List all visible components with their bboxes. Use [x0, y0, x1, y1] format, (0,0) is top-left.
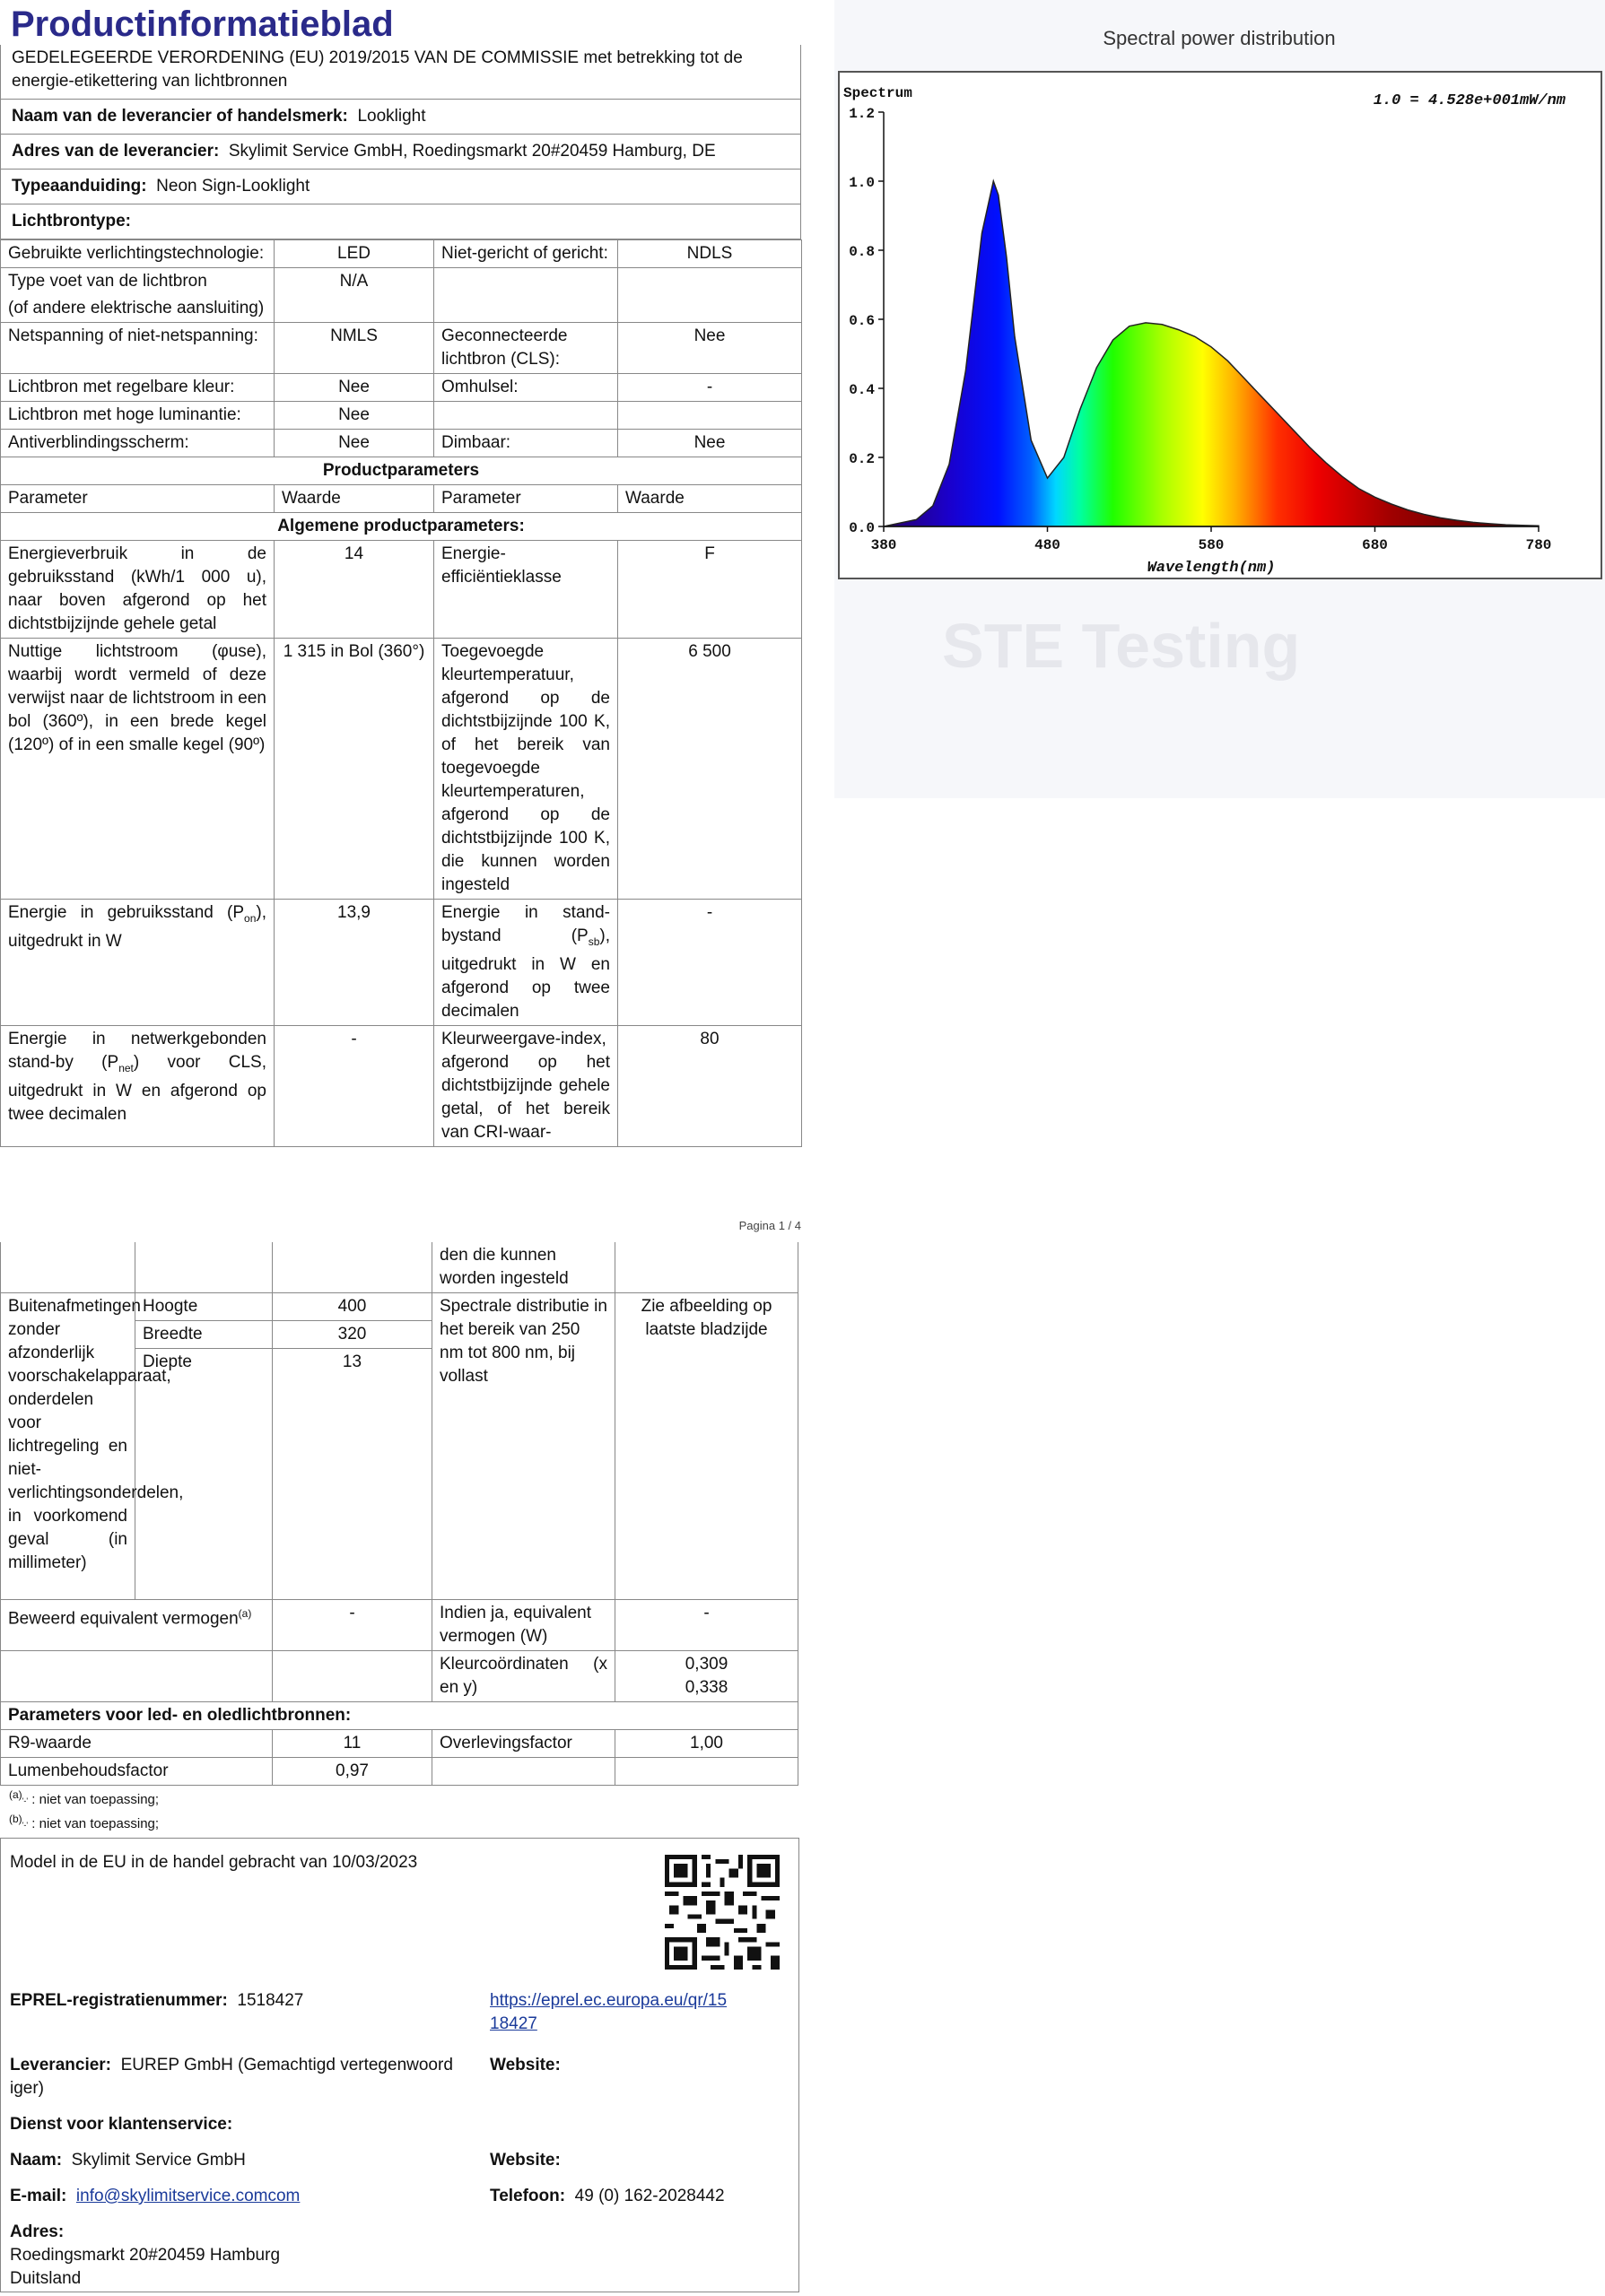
eprel-link-line2: 18427 — [490, 2014, 537, 2033]
value-cell — [615, 1651, 798, 1702]
footnote-symbol: '-' — [22, 1821, 29, 1830]
depth-value: 13 — [273, 1349, 432, 1600]
value-cell: NDLS — [618, 240, 802, 268]
dimensions-table — [0, 1242, 798, 1786]
subscript: net — [118, 1061, 134, 1074]
param-cell — [434, 268, 618, 323]
param-cell: Energieverbruik in de gebruiksstand (kWh/1 000 u), naar boven afgerond op het dichtstbijzijnde gehele getal — [1, 541, 275, 639]
table-row — [1, 402, 802, 430]
y-tick-label: 0.2 — [849, 451, 875, 467]
table-row — [1, 268, 802, 323]
phone-label: Telefoon: — [490, 2187, 566, 2205]
text: Energie in netwerkgebonden stand-by (P — [8, 1029, 266, 1072]
market-date: Model in de EU in de handel gebracht van 10/03/2023 — [10, 1853, 418, 1872]
value-cell: Nee — [275, 374, 434, 402]
page-number: Pagina 1 / 4 — [738, 1219, 801, 1232]
footnote — [0, 1786, 801, 1810]
watermark: STE Testing — [942, 611, 1301, 681]
footnote-text: : niet van toepassing; — [31, 1792, 160, 1807]
footnote-text: : niet van toepassing; — [31, 1816, 160, 1831]
table-row — [1, 240, 802, 268]
service-label: Dienst voor klantenservice: — [10, 2115, 233, 2134]
header-block — [0, 45, 801, 239]
supplier-row — [1, 99, 800, 134]
value-cell: - — [618, 900, 802, 1026]
param-cell: den die kunnen worden ingesteld — [432, 1242, 615, 1293]
table-row — [1, 1293, 798, 1321]
width-label: Breedte — [135, 1321, 273, 1349]
value-cell — [618, 268, 802, 323]
spectral-chart-panel — [834, 0, 1605, 798]
width-value: 320 — [273, 1321, 432, 1349]
text: ), uitgedrukt in W en afgerond op twee decimalen — [441, 926, 610, 1021]
subscript: on — [244, 911, 257, 925]
address-label: Adres van de leverancier: — [12, 142, 220, 161]
param-cell: Toegevoegde kleurtemperatuur, afgerond op de dichtstbijzijnde 100 K, of het bereik van toegevoegde kleurtemperaturen, afgerond op de dichtstbijzijnde 100 K, die kunnen worden ingesteld — [434, 639, 618, 900]
spectral-value: Zie afbeelding op laatste bladzijde — [615, 1293, 798, 1600]
eprel-link-line1: https://eprel.ec.europa.eu/qr/15 — [490, 1991, 728, 2010]
table-row — [1, 1242, 798, 1293]
x-tick-label: 480 — [1034, 537, 1060, 553]
value-cell — [618, 402, 802, 430]
value-cell: 14 — [275, 541, 434, 639]
page-1 — [0, 0, 801, 1147]
chart-title: Spectral power distribution — [1103, 27, 1336, 49]
param-cell: Gebruikte verlichtingstechnologie: — [1, 240, 275, 268]
section-header — [1, 1702, 798, 1730]
qr-code-icon — [665, 1855, 780, 1970]
param-text: Type voet van de lichtbron — [8, 272, 207, 291]
value-cell: 13,9 — [275, 900, 434, 1026]
model-label: Typeaanduiding: — [12, 177, 147, 196]
param-cell: Lumenbehoudsfactor — [1, 1758, 273, 1786]
y-tick-label: 1.0 — [849, 175, 875, 191]
col-header-value: Waarde — [275, 485, 434, 513]
param-cell: R9-waarde — [1, 1730, 273, 1758]
param-text-sub: (of andere elektrische aansluiting) — [8, 299, 265, 317]
x-tick-label: 380 — [870, 537, 897, 553]
distributor-value-cont: iger) — [10, 2079, 45, 2098]
chroma-x: 0,309 — [685, 1655, 728, 1674]
param-cell: Niet-gericht of gericht: — [434, 240, 618, 268]
phone-row — [490, 2185, 725, 2208]
y-tick-label: 1.2 — [849, 106, 875, 122]
param-cell — [1, 1025, 275, 1146]
distributor-row — [10, 2054, 467, 2100]
value-cell: - — [618, 374, 802, 402]
table-row — [1, 430, 802, 457]
table-row — [1, 1758, 798, 1786]
footnote-mark: (b) — [9, 1813, 22, 1825]
distributor-label: Leverancier: — [10, 2056, 112, 2074]
table-row — [1, 1730, 798, 1758]
value-cell: F — [618, 541, 802, 639]
param-cell: Antiverblindingsscherm: — [1, 430, 275, 457]
table-row — [1, 900, 802, 1026]
section-general-title: Algemene productparameters: — [1, 513, 802, 541]
x-tick-label: 580 — [1198, 537, 1225, 553]
col-header-parameter: Parameter — [434, 485, 618, 513]
email-label: E-mail: — [10, 2187, 67, 2205]
value-cell: 11 — [273, 1730, 432, 1758]
section-header — [1, 513, 802, 541]
value-cell: Nee — [275, 402, 434, 430]
lightsource-type-label: Lichtbrontype: — [12, 212, 131, 230]
table-row — [1, 639, 802, 900]
service-name-row — [10, 2149, 246, 2172]
height-value: 400 — [273, 1293, 432, 1321]
value-cell: LED — [275, 240, 434, 268]
text: ) voor CLS, uitgedrukt in W en afgerond op twee decimalen — [8, 1052, 267, 1124]
text: Energie in stand-bystand (P — [441, 903, 610, 945]
param-cell: Kleurweergave-index, afgerond op het dichtstbijzijnde gehele getal, of het bereik van CRI-waar- — [434, 1025, 618, 1146]
distributor-website-label: Website: — [490, 2056, 561, 2074]
param-cell: Indien ja, equivalent vermogen (W) — [432, 1600, 615, 1651]
table-row — [1, 323, 802, 374]
value-cell: 1 315 in Bol (360°) — [275, 639, 434, 900]
value-cell: 1,00 — [615, 1730, 798, 1758]
value-cell: - — [273, 1600, 432, 1651]
supplier-value: Looklight — [357, 107, 426, 126]
param-cell: Lichtbron met regelbare kleur: — [1, 374, 275, 402]
param-cell: Geconnecteerde lichtbron (CLS): — [434, 323, 618, 374]
service-name: Skylimit Service GmbH — [71, 2151, 246, 2170]
value-cell: Nee — [618, 323, 802, 374]
param-cell — [1, 1600, 273, 1651]
chroma-y: 0,338 — [685, 1678, 728, 1697]
x-tick-label: 680 — [1362, 537, 1388, 553]
column-header-row — [1, 485, 802, 513]
eprel-link-block — [490, 1989, 727, 2036]
value-cell: NMLS — [275, 323, 434, 374]
address-value: Skylimit Service GmbH, Roedingsmarkt 20#20459 Hamburg, DE — [228, 142, 716, 161]
param-cell: Nuttige lichtstroom (φuse), waarbij wordt vermeld of deze verwijst naar de lichtstroom in een bol (360º), in een brede kegel (120º) of in een smalle kegel (90º) — [1, 639, 275, 900]
y-axis-label: Spectrum — [843, 85, 912, 101]
lightsource-type-row — [1, 204, 800, 239]
y-tick-label: 0.6 — [849, 313, 875, 329]
y-tick-label: 0.8 — [849, 244, 875, 260]
spectral-chart — [834, 0, 1605, 798]
service-website-label: Website: — [490, 2151, 561, 2170]
table-row — [1, 1651, 798, 1702]
model-value: Neon Sign-Looklight — [156, 177, 310, 196]
value-cell: - — [615, 1600, 798, 1651]
footnote-mark: (a) — [9, 1788, 22, 1801]
param-cell — [1, 268, 275, 323]
text: ), uitgedrukt in W — [8, 903, 266, 951]
eprel-number: 1518427 — [237, 1991, 304, 2010]
param-cell: Dimbaar: — [434, 430, 618, 457]
footnote-symbol: '-' — [22, 1796, 29, 1805]
subscript: sb — [588, 935, 600, 948]
table-row — [1, 374, 802, 402]
text: Energie in gebruiksstand (P — [8, 903, 245, 922]
section-product-title: Productparameters — [1, 457, 802, 485]
param-cell — [1, 900, 275, 1026]
col-header-value: Waarde — [618, 485, 802, 513]
superscript: (a) — [238, 1607, 252, 1620]
value-cell: 6 500 — [618, 639, 802, 900]
text: Beweerd equivalent vermogen — [8, 1609, 239, 1629]
value-cell: - — [275, 1025, 434, 1146]
distributor-value: EUREP GmbH (Gemachtigd vertegenwoord — [120, 2056, 453, 2074]
col-header-parameter: Parameter — [1, 485, 275, 513]
service-address — [10, 2221, 280, 2291]
param-cell: Kleurcoördinaten (x en y) — [432, 1651, 615, 1702]
param-cell — [434, 402, 618, 430]
value-cell: 0,97 — [273, 1758, 432, 1786]
dimensions-label: Buitenafmetingen zonder afzonderlijk voorschakelapparaat, onderdelen voor lichtregeling en niet-verlichtingsonderdelen, in voorkomend geval (in millimeter) — [1, 1293, 135, 1600]
x-tick-label: 780 — [1525, 537, 1552, 553]
height-label: Hoogte — [135, 1293, 273, 1321]
y-tick-label: 0.0 — [849, 520, 875, 536]
table-row — [1, 1025, 802, 1146]
x-axis-label: Wavelength(nm) — [1147, 560, 1276, 577]
address-label: Adres: — [10, 2222, 65, 2241]
value-cell — [615, 1758, 798, 1786]
value-cell: Nee — [275, 430, 434, 457]
param-cell: Omhulsel: — [434, 374, 618, 402]
y-tick-label: 0.4 — [849, 382, 875, 398]
section-header — [1, 457, 802, 485]
param-cell: Netspanning of niet-netspanning: — [1, 323, 275, 374]
eprel-link[interactable] — [490, 1991, 727, 2033]
section-led-title: Parameters voor led- en oledlichtbronnen: — [1, 1702, 798, 1730]
email-row — [10, 2185, 300, 2208]
param-cell: Lichtbron met hoge luminantie: — [1, 402, 275, 430]
param-cell: Energie-efficiëntieklasse — [434, 541, 618, 639]
address-line2: Duitsland — [10, 2269, 82, 2288]
param-cell: Overlevingsfactor — [432, 1730, 615, 1758]
eprel-row — [10, 1989, 303, 2013]
param-cell — [434, 900, 618, 1026]
phone-number: 49 (0) 162-2028442 — [574, 2187, 725, 2205]
supplier-label: Naam van de leverancier of handelsmerk: — [12, 107, 348, 126]
address-line1: Roedingsmarkt 20#20459 Hamburg — [10, 2246, 281, 2265]
spectral-label: Spectrale distributie in het bereik van 250 nm tot 800 nm, bij vollast — [432, 1293, 615, 1600]
type-table — [0, 239, 802, 1147]
registration-block — [0, 1838, 799, 2292]
footnote — [0, 1810, 801, 1834]
scale-note: 1.0 = 4.528e+001mW/nm — [1373, 92, 1566, 109]
email-link[interactable]: info@skylimitservice.comcom — [75, 2187, 301, 2205]
param-cell — [432, 1758, 615, 1786]
depth-label: Diepte — [135, 1349, 273, 1600]
value-cell: Nee — [618, 430, 802, 457]
page-title: Productinformatieblad — [11, 4, 394, 44]
page-2 — [0, 1242, 801, 2292]
model-row — [1, 169, 800, 204]
address-row — [1, 134, 800, 169]
service-name-label: Naam: — [10, 2151, 63, 2170]
value-cell: N/A — [275, 268, 434, 323]
regulation-text: GEDELEGEERDE VERORDENING (EU) 2019/2015 VAN DE COMMISSIE met betrekking tot de energie-etikettering van lichtbronnen — [12, 48, 743, 91]
table-row — [1, 541, 802, 639]
eprel-label: EPREL-registratienummer: — [10, 1991, 228, 2010]
value-cell: 80 — [618, 1025, 802, 1146]
table-row — [1, 1600, 798, 1651]
